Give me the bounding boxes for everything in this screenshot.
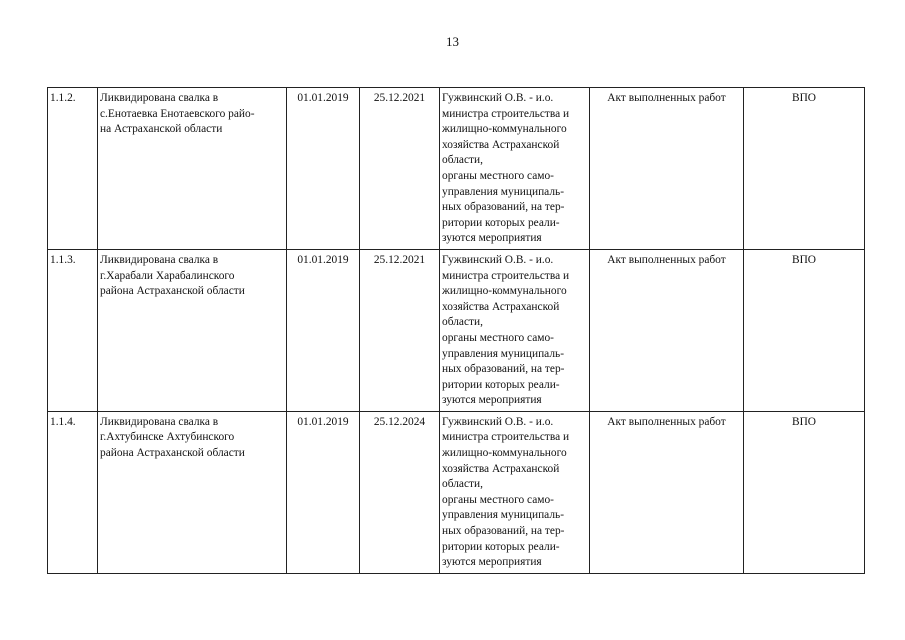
- responsible-line: органы местного само-: [442, 169, 554, 182]
- responsible-line: хозяйства Астраханской: [442, 138, 560, 151]
- result-cell: Акт выполненных работ: [590, 411, 744, 573]
- responsible-line: ных образований, на тер-: [442, 525, 565, 538]
- measure-name-line: г.Харабали Харабалинского: [100, 269, 235, 282]
- responsible-line: министра строительства и: [442, 269, 570, 282]
- responsible-line: области,: [442, 316, 483, 329]
- responsible-line: управления муниципаль-: [442, 185, 564, 198]
- responsible-line: зуются мероприятия: [442, 556, 542, 569]
- responsible-line: зуются мероприятия: [442, 394, 542, 407]
- responsible-line: управления муниципаль-: [442, 509, 564, 522]
- measure-name-line: района Астраханской области: [100, 285, 245, 298]
- measure-name-line: Ликвидирована свалка в: [100, 92, 219, 104]
- responsible-line: Гужвинский О.В. - и.о.: [442, 253, 554, 266]
- page-number: 13: [446, 34, 459, 49]
- responsible-line: ритории которых реали-: [442, 378, 560, 391]
- measure-name-line: с.Енотаевка Енотаевского райо-: [100, 107, 255, 120]
- measure-name-cell: [98, 249, 287, 411]
- responsible-line: органы местного само-: [442, 493, 554, 506]
- measure-name-line: района Астраханской области: [100, 447, 245, 460]
- responsible-line: ных образований, на тер-: [442, 201, 565, 214]
- measure-name-line: г.Ахтубинске Ахтубинского: [100, 431, 235, 444]
- start-date-cell: 01.01.2019: [287, 411, 360, 573]
- measure-name-line: Ликвидирована свалка в: [100, 415, 219, 428]
- responsible-line: хозяйства Астраханской: [442, 300, 560, 313]
- source-cell: ВПО: [744, 88, 865, 250]
- measure-name-cell: [98, 411, 287, 573]
- responsible-cell: [440, 249, 590, 411]
- start-date-cell: 01.01.2019: [287, 249, 360, 411]
- responsible-line: ных образований, на тер-: [442, 363, 565, 376]
- responsible-line: области,: [442, 154, 483, 167]
- end-date-cell: 25.12.2024: [360, 411, 440, 573]
- responsible-line: Гужвинский О.В. - и.о.: [442, 415, 554, 428]
- table-row: [48, 249, 865, 411]
- table-row: [48, 88, 865, 250]
- responsible-line: зуются мероприятия: [442, 232, 542, 245]
- responsible-cell: [440, 88, 590, 250]
- row-number-cell: 1.1.3.: [48, 249, 98, 411]
- responsible-line: жилищно-коммунального: [442, 447, 567, 460]
- responsible-line: министра строительства и: [442, 431, 570, 444]
- responsible-line: жилищно-коммунального: [442, 285, 567, 298]
- source-cell: ВПО: [744, 249, 865, 411]
- responsible-line: министра строительства и: [442, 107, 570, 120]
- table-row: [48, 411, 865, 573]
- responsible-line: ритории которых реали-: [442, 216, 560, 229]
- measure-name-cell: [98, 88, 287, 250]
- end-date-cell: 25.12.2021: [360, 249, 440, 411]
- measures-table: [47, 87, 865, 574]
- result-cell: Акт выполненных работ: [590, 88, 744, 250]
- responsible-line: Гужвинский О.В. - и.о.: [442, 92, 554, 104]
- source-cell: ВПО: [744, 411, 865, 573]
- result-cell: Акт выполненных работ: [590, 249, 744, 411]
- row-number-cell: 1.1.4.: [48, 411, 98, 573]
- responsible-cell: [440, 411, 590, 573]
- responsible-line: ритории которых реали-: [442, 540, 560, 553]
- row-number-cell: 1.1.2.: [48, 88, 98, 250]
- start-date-cell: 01.01.2019: [287, 88, 360, 250]
- measure-name-line: на Астраханской области: [100, 123, 223, 136]
- end-date-cell: 25.12.2021: [360, 88, 440, 250]
- measure-name-line: Ликвидирована свалка в: [100, 253, 219, 266]
- responsible-line: жилищно-коммунального: [442, 123, 567, 136]
- responsible-line: управления муниципаль-: [442, 347, 564, 360]
- responsible-line: области,: [442, 478, 483, 491]
- responsible-line: органы местного само-: [442, 331, 554, 344]
- responsible-line: хозяйства Астраханской: [442, 462, 560, 475]
